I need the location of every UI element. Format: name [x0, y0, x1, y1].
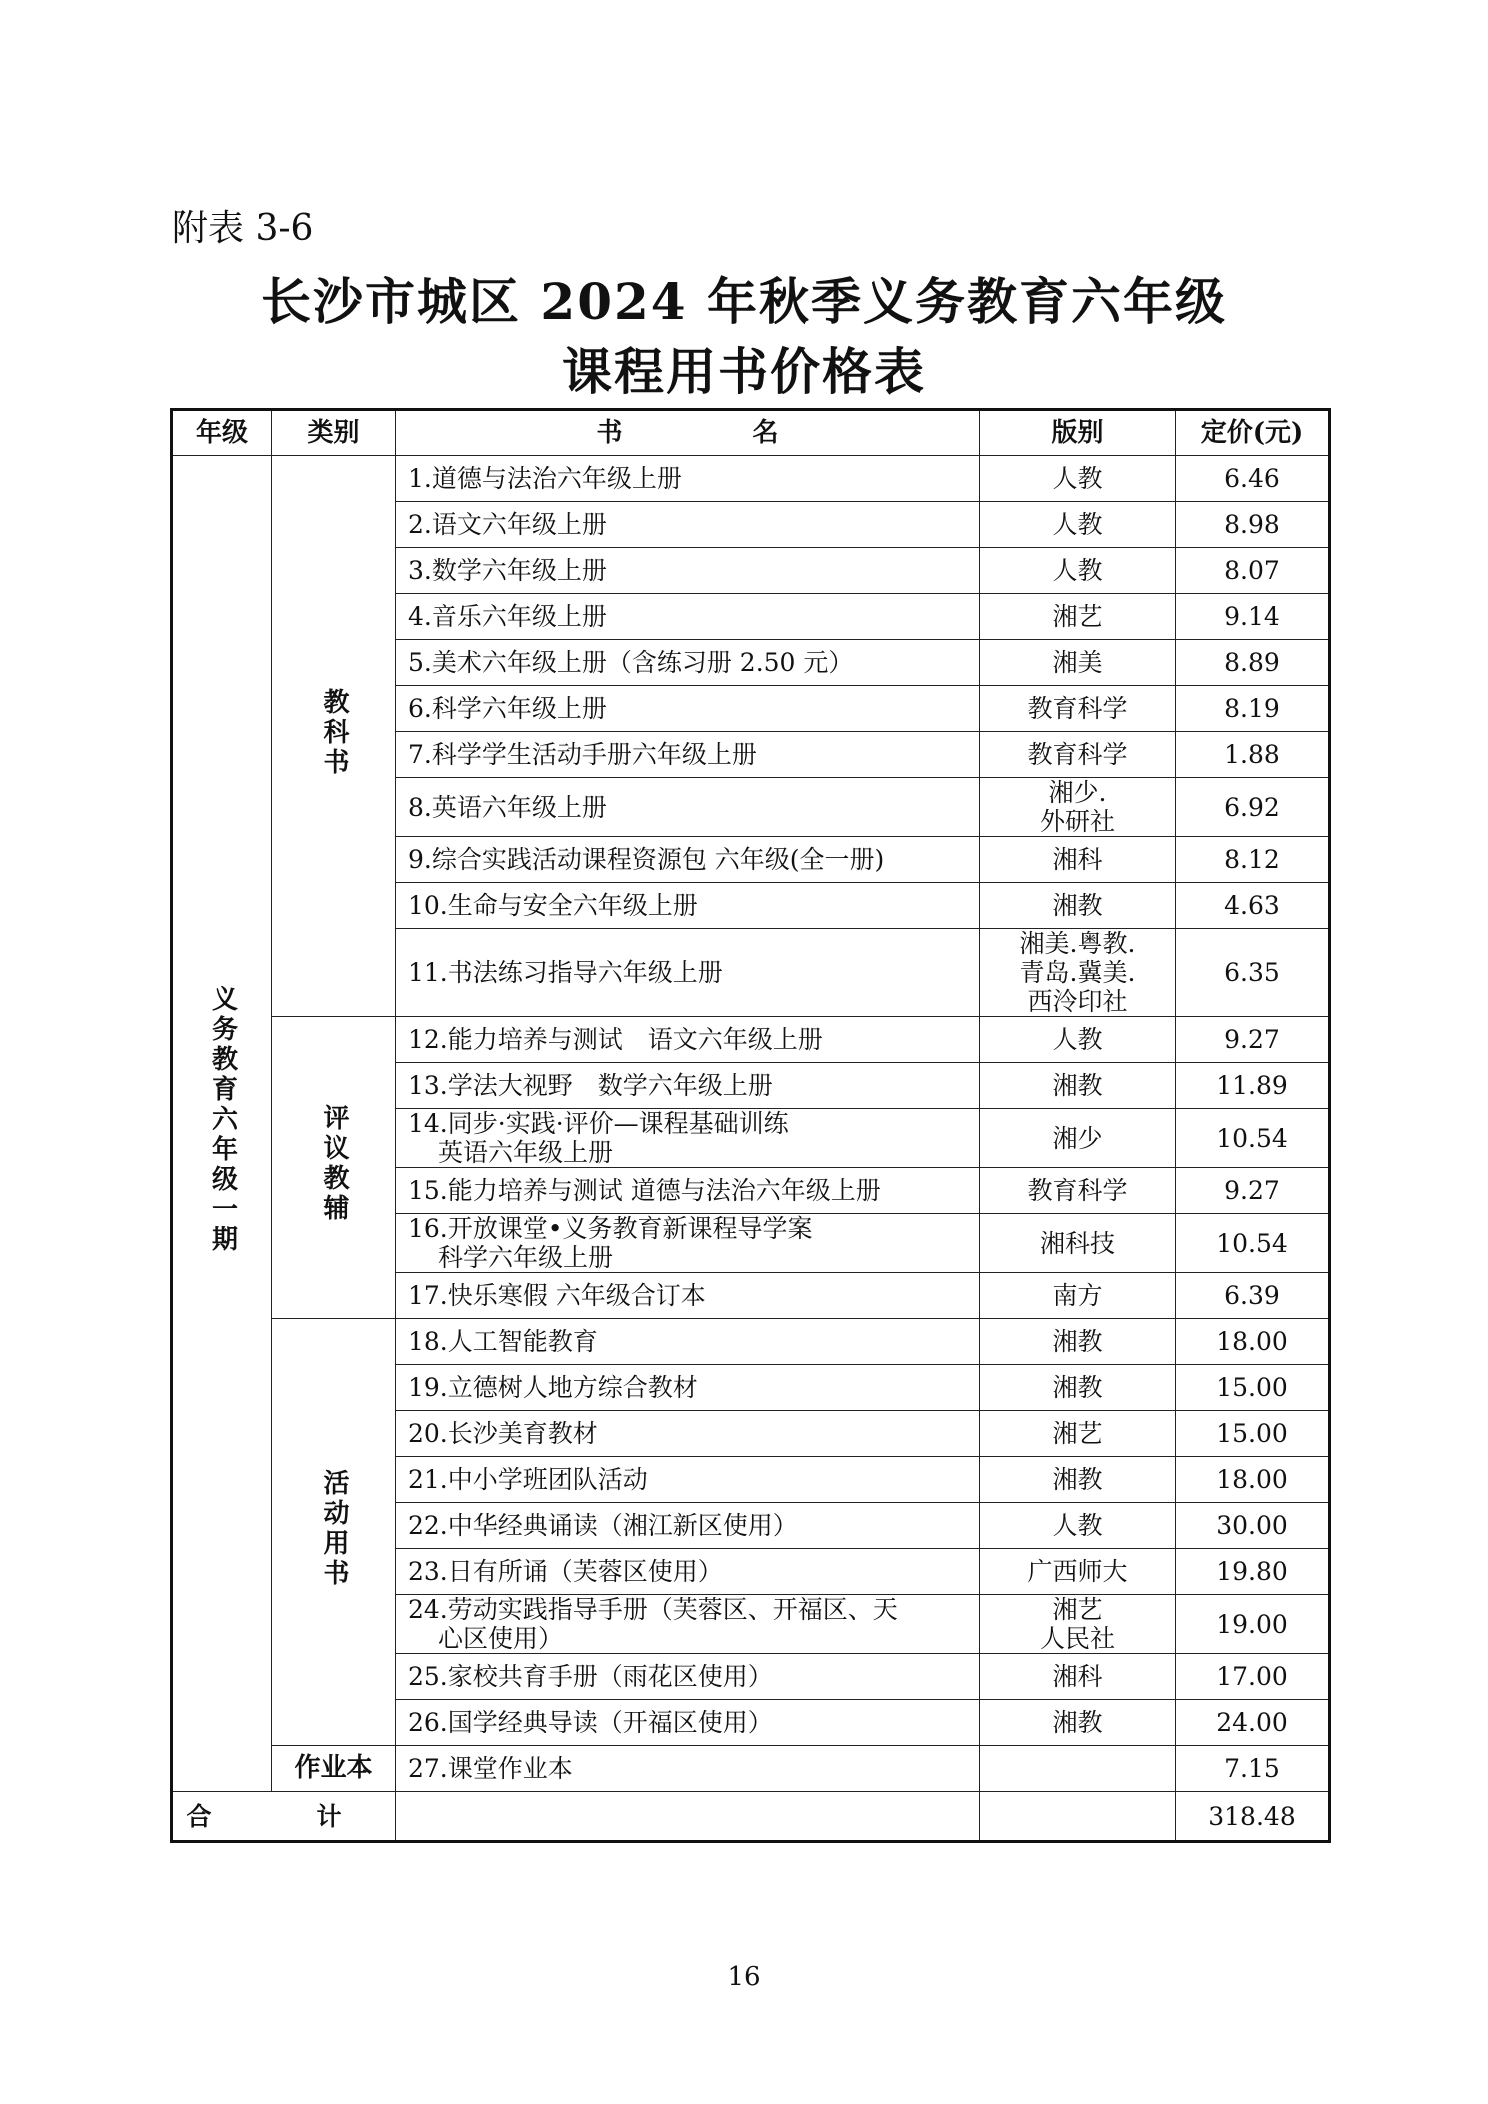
book-name-text: 25.家校共育手册（雨花区使用）: [408, 1662, 773, 1691]
book-name-text: 18.人工智能教育: [408, 1327, 598, 1356]
publisher: [980, 1063, 1176, 1109]
book-name: [396, 686, 980, 732]
publisher: [980, 1168, 1176, 1214]
page-number: 16: [727, 1962, 761, 1992]
header-category: 类别: [272, 410, 396, 456]
publisher: [980, 456, 1176, 502]
publisher-text-cont: 人民社: [1039, 1624, 1115, 1653]
book-name: [396, 1549, 980, 1595]
publisher-text: 教育科学: [1027, 740, 1128, 769]
price: 1.88: [1176, 732, 1330, 778]
publisher-text-cont: 青岛.冀美.: [1019, 958, 1136, 987]
book-name-text: 23.日有所诵（芙蓉区使用）: [408, 1557, 723, 1586]
category-textbooks: [272, 456, 396, 1017]
publisher-text: 湘教: [1052, 891, 1103, 920]
category-label: 教科书: [319, 687, 349, 778]
book-name: [396, 732, 980, 778]
publisher: [980, 1595, 1176, 1654]
table-row: [172, 1017, 1330, 1063]
book-name: [396, 594, 980, 640]
book-name: [396, 548, 980, 594]
book-name-text: 4.音乐六年级上册: [408, 602, 607, 631]
header-grade: 年级: [172, 410, 272, 456]
book-name: [396, 1365, 980, 1411]
book-name: [396, 1017, 980, 1063]
price: 8.89: [1176, 640, 1330, 686]
publisher: [980, 1214, 1176, 1273]
publisher-text: 教育科学: [1027, 1176, 1128, 1205]
publisher-text: 湘科技: [1039, 1228, 1115, 1258]
book-name: [396, 1411, 980, 1457]
book-name-text: 7.科学学生活动手册六年级上册: [408, 740, 757, 769]
book-name-text: 17.快乐寒假 六年级合订本: [408, 1281, 706, 1310]
price: 9.27: [1176, 1168, 1330, 1214]
book-name: [396, 640, 980, 686]
publisher: [980, 502, 1176, 548]
publisher-text: 湘艺: [1052, 602, 1103, 631]
page-title-line1: 长沙市城区 2024 年秋季义务教育六年级: [261, 272, 1227, 331]
publisher-text: 湘少: [1052, 1123, 1103, 1153]
publisher: [980, 883, 1176, 929]
book-name-text-cont: 心区使用）: [438, 1624, 564, 1653]
appendix-label: 附表 3-6: [172, 208, 314, 249]
book-name-text: 1.道德与法治六年级上册: [408, 464, 682, 493]
publisher: [980, 1365, 1176, 1411]
publisher: [980, 1017, 1176, 1063]
price: 10.54: [1176, 1109, 1330, 1168]
price: 4.63: [1176, 883, 1330, 929]
publisher-text: 广西师大: [1027, 1557, 1128, 1586]
price: 9.14: [1176, 594, 1330, 640]
price: 17.00: [1176, 1654, 1330, 1700]
publisher: [980, 1273, 1176, 1319]
publisher: [980, 1319, 1176, 1365]
price: 8.07: [1176, 548, 1330, 594]
total-empty-publisher: [980, 1792, 1176, 1842]
book-name: [396, 1063, 980, 1109]
book-name: [396, 778, 980, 837]
total-value: 318.48: [1176, 1792, 1330, 1842]
publisher: [980, 594, 1176, 640]
book-name: [396, 1214, 980, 1273]
book-name-text: 2.语文六年级上册: [408, 510, 607, 539]
price: 6.39: [1176, 1273, 1330, 1319]
category-homework: [272, 1746, 396, 1792]
publisher-text-cont: 西泠印社: [1027, 987, 1128, 1016]
price: 15.00: [1176, 1365, 1330, 1411]
publisher-text: 湘艺: [1052, 1419, 1103, 1448]
publisher-text: 湘艺: [1052, 1595, 1103, 1624]
publisher: [980, 1109, 1176, 1168]
publisher-text: 人教: [1052, 510, 1103, 539]
publisher: [980, 778, 1176, 837]
publisher: [980, 1746, 1176, 1792]
book-name: [396, 929, 980, 1017]
publisher: [980, 1457, 1176, 1503]
publisher: [980, 732, 1176, 778]
book-name-text: 22.中华经典诵读（湘江新区使用）: [408, 1511, 798, 1540]
book-name-text-cont: 科学六年级上册: [438, 1243, 614, 1272]
price: 8.19: [1176, 686, 1330, 732]
table-row: [172, 1319, 1330, 1365]
price: 18.00: [1176, 1319, 1330, 1365]
price: 6.92: [1176, 778, 1330, 837]
price: 10.54: [1176, 1214, 1330, 1273]
book-name-text: 27.课堂作业本: [408, 1754, 573, 1783]
book-name-text: 14.同步·实践·评价—课程基础训练: [408, 1109, 789, 1138]
book-name-text: 5.美术六年级上册（含练习册 2.50 元）: [408, 648, 854, 677]
table-row: [172, 456, 1330, 502]
page-title-line2: 课程用书价格表: [562, 342, 926, 401]
publisher: [980, 1503, 1176, 1549]
book-name: [396, 837, 980, 883]
book-name: [396, 502, 980, 548]
header-price: 定价(元): [1176, 410, 1330, 456]
publisher: [980, 686, 1176, 732]
publisher-text: 教育科学: [1027, 694, 1128, 723]
publisher: [980, 1549, 1176, 1595]
price: 30.00: [1176, 1503, 1330, 1549]
category-label: 评议教辅: [319, 1104, 349, 1224]
publisher: [980, 837, 1176, 883]
book-name: [396, 1457, 980, 1503]
book-name-text: 24.劳动实践指导手册（芙蓉区、开福区、天: [408, 1595, 898, 1624]
price: 8.98: [1176, 502, 1330, 548]
book-name-text: 26.国学经典导读（开福区使用）: [408, 1708, 773, 1737]
publisher-text: 湘教: [1052, 1327, 1103, 1356]
category-activity: [272, 1319, 396, 1746]
price: 18.00: [1176, 1457, 1330, 1503]
book-name: [396, 1503, 980, 1549]
price-table: [170, 408, 1331, 1843]
price: 24.00: [1176, 1700, 1330, 1746]
publisher-text: 湘教: [1052, 1708, 1103, 1737]
publisher-text-cont: 外研社: [1039, 807, 1115, 836]
grade-cell: [172, 456, 272, 1792]
category-assist: [272, 1017, 396, 1319]
publisher-text: 湘教: [1052, 1465, 1103, 1494]
header-name: 书 名: [396, 410, 980, 456]
book-name-text: 3.数学六年级上册: [408, 556, 607, 585]
price: 7.15: [1176, 1746, 1330, 1792]
book-name-text: 20.长沙美育教材: [408, 1419, 598, 1448]
book-name: [396, 1595, 980, 1654]
book-name-text: 15.能力培养与测试 道德与法治六年级上册: [408, 1176, 881, 1205]
book-name-text: 13.学法大视野 数学六年级上册: [408, 1071, 773, 1100]
price: 15.00: [1176, 1411, 1330, 1457]
publisher: [980, 1700, 1176, 1746]
price: 6.35: [1176, 929, 1330, 1017]
book-name: [396, 1319, 980, 1365]
header-row: [172, 410, 1330, 456]
publisher-text: 湘科: [1052, 1662, 1103, 1691]
book-name-text: 9.综合实践活动课程资源包 六年级(全一册): [408, 845, 885, 874]
book-name: [396, 1700, 980, 1746]
publisher-text: 湘美.粤教.: [1019, 929, 1136, 958]
price: 19.00: [1176, 1595, 1330, 1654]
book-name: [396, 1168, 980, 1214]
publisher-text: 湘教: [1052, 1373, 1103, 1402]
book-name-text: 8.英语六年级上册: [408, 792, 607, 822]
total-label: 合 计: [172, 1792, 396, 1842]
book-name: [396, 1109, 980, 1168]
book-name-text: 10.生命与安全六年级上册: [408, 891, 698, 920]
publisher: [980, 929, 1176, 1017]
category-label: 作业本: [294, 1753, 373, 1783]
publisher-text: 南方: [1052, 1281, 1103, 1310]
publisher-text: 湘教: [1052, 1071, 1103, 1100]
publisher: [980, 548, 1176, 594]
book-name-text: 21.中小学班团队活动: [408, 1465, 648, 1494]
book-name-text: 16.开放课堂•义务教育新课程导学案: [408, 1214, 813, 1243]
price: 9.27: [1176, 1017, 1330, 1063]
book-name-text: 11.书法练习指导六年级上册: [408, 958, 723, 987]
publisher-text: 人教: [1052, 1025, 1103, 1054]
publisher: [980, 640, 1176, 686]
publisher: [980, 1654, 1176, 1700]
publisher-text: 湘少.: [1048, 778, 1107, 807]
price: 19.80: [1176, 1549, 1330, 1595]
price: 8.12: [1176, 837, 1330, 883]
book-name-text: 12.能力培养与测试 语文六年级上册: [408, 1025, 823, 1054]
category-label: 活动用书: [319, 1468, 349, 1589]
book-name: [396, 456, 980, 502]
total-row: [172, 1792, 1330, 1842]
book-name: [396, 1746, 980, 1792]
book-name-text-cont: 英语六年级上册: [438, 1138, 614, 1167]
book-name-text: 19.立德树人地方综合教材: [408, 1373, 698, 1402]
publisher-text: 湘美: [1052, 648, 1103, 677]
publisher: [980, 1411, 1176, 1457]
publisher-text: 湘科: [1052, 845, 1103, 874]
grade-label: 义务教育六年级一期: [207, 985, 238, 1255]
book-name: [396, 1654, 980, 1700]
price: 6.46: [1176, 456, 1330, 502]
table-row: [172, 1746, 1330, 1792]
price: 11.89: [1176, 1063, 1330, 1109]
total-empty-name: [396, 1792, 980, 1842]
publisher-text: 人教: [1052, 556, 1103, 585]
book-name: [396, 1273, 980, 1319]
book-name-text: 6.科学六年级上册: [408, 694, 607, 723]
book-name: [396, 883, 980, 929]
publisher-text: 人教: [1052, 1511, 1103, 1540]
header-publisher: 版别: [980, 410, 1176, 456]
publisher-text: 人教: [1052, 464, 1103, 493]
